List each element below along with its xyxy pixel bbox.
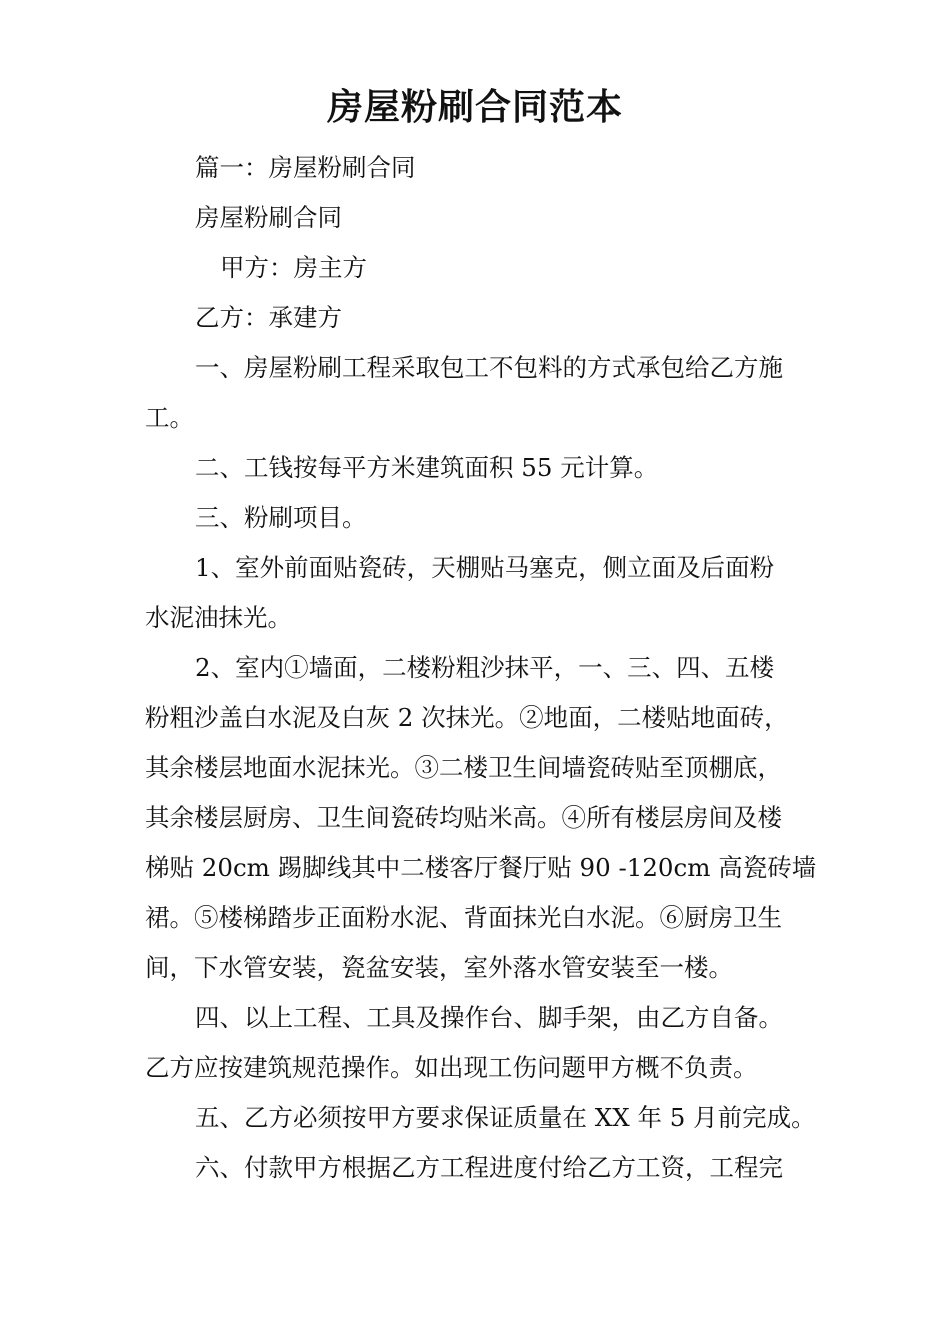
clause-6-line-1: 六、付款甲方根据乙方工程进度付给乙方工资，工程完 [195,1153,783,1182]
clause-4-line-1: 四、以上工程、工具及操作台、脚手架，由乙方自备。 [195,1003,783,1032]
contract-heading: 房屋粉刷合同 [195,203,342,232]
party-a-line: 甲方：房主方 [220,253,367,282]
item-2-line-2: 粉粗沙盖白水泥及白灰 2 次抹光。②地面，二楼贴地面砖， [145,703,789,732]
clause-4-line-2: 乙方应按建筑规范操作。如出现工伤问题甲方概不负责。 [145,1053,758,1082]
section-heading: 篇一：房屋粉刷合同 [195,153,416,182]
document-title: 房屋粉刷合同范本 [326,86,623,128]
item-2-line-6: 裙。⑤楼梯踏步正面粉水泥、背面抹光白水泥。⑥厨房卫生 [145,903,782,932]
item-2-line-5: 梯贴 20cm 踢脚线其中二楼客厅餐厅贴 90 -120cm 高瓷砖墙 [145,853,817,882]
item-1-line-2: 水泥油抹光。 [145,603,292,632]
clause-1-line-2: 工。 [145,403,194,432]
item-2-line-1: 2、室内①墙面，二楼粉粗沙抹平，一、三、四、五楼 [195,653,775,682]
clause-5-line: 五、乙方必须按甲方要求保证质量在 XX 年 5 月前完成。 [195,1103,816,1132]
clause-3-line: 三、粉刷项目。 [195,503,367,532]
party-b-line: 乙方：承建方 [195,303,342,332]
item-2-line-7: 间，下水管安装，瓷盆安装，室外落水管安装至一楼。 [145,953,733,982]
item-2-line-4: 其余楼层厨房、卫生间瓷砖均贴米高。④所有楼层房间及楼 [145,803,782,832]
clause-1-line-1: 一、房屋粉刷工程采取包工不包料的方式承包给乙方施 [195,353,783,382]
clause-2-line: 二、工钱按每平方米建筑面积 55 元计算。 [195,453,659,482]
item-1-line-1: 1、室外前面贴瓷砖，天棚贴马塞克，侧立面及后面粉 [195,553,775,582]
item-2-line-3: 其余楼层地面水泥抹光。③二楼卫生间墙瓷砖贴至顶棚底， [145,753,782,782]
